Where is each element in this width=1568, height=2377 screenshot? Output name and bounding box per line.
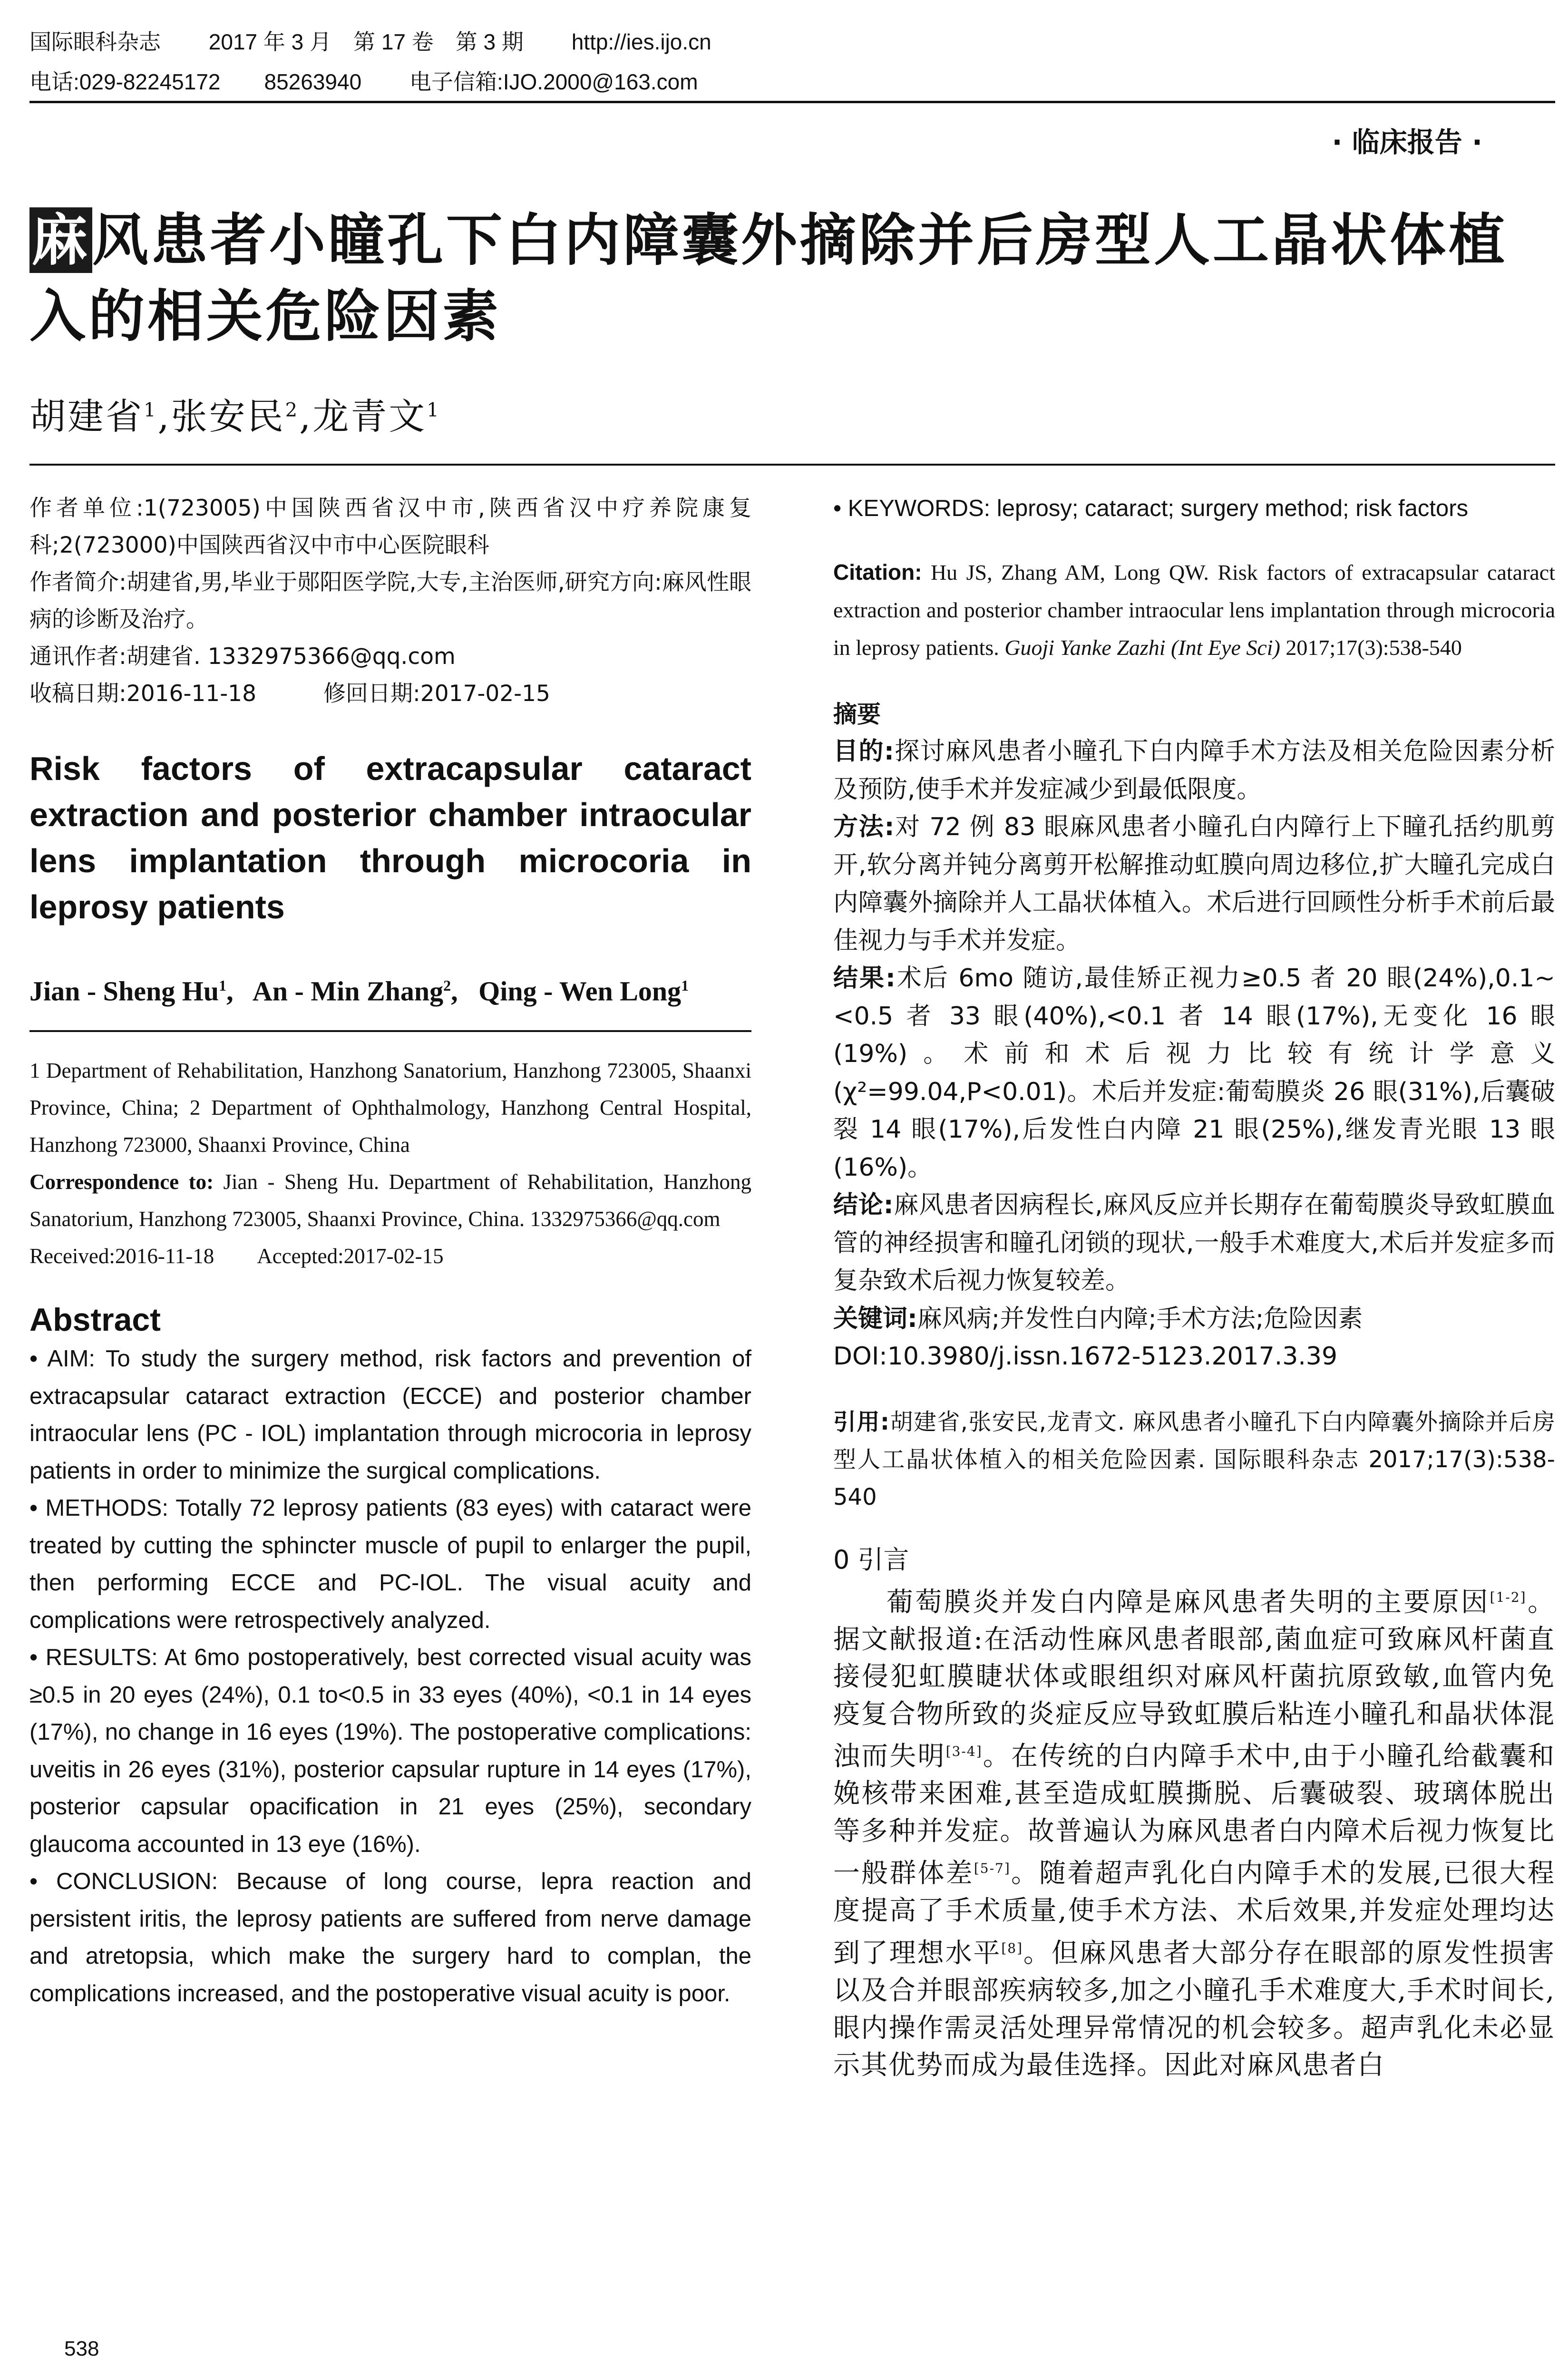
affil-rule [29,1030,751,1032]
ref-4: [8] [1001,1940,1023,1956]
cn-aim-text: 探讨麻风患者小瞳孔下白内障手术方法及相关危险因素分析及预防,使手术并发症减少到最低限度。 [833,737,1555,804]
doi: DOI:10.3980/j.issn.1672-5123.2017.3.39 [833,1342,1338,1371]
right-column [833,490,1555,2085]
cn-methods-text: 对 72 例 83 眼麻风患者小瞳孔白内障行上下瞳孔括约肌剪开,软分离并钝分离剪开松解推动虹膜向周边移位,扩大瞳孔完成白内障囊外摘除并人工晶状体植入。术后进行回顾性分析手术前后最佳视力与手术并发症。 [833,813,1555,955]
departments: 1 Department of Rehabilitation, Hanzhong Sanatorium, Hanzhong 723005, Shaanxi Province, China; 2 Department of Ophthalmology, Hanzhong Central Hospital, Hanzhong 723000, Shaanxi Province, China [29,1059,751,1157]
author-unit: 作者单位:1(723005)中国陕西省汉中市,陕西省汉中疗养院康复科;2(723000)中国陕西省汉中市中心医院眼科 [29,495,751,558]
cn-keywords-text: 麻风病;并发性白内障;手术方法;危险因素 [917,1304,1363,1333]
email-info: 电子信箱:IJO.2000@163.com [409,69,698,94]
left-column [29,490,751,2012]
correspondence-label: Correspondence to: [29,1170,214,1194]
journal-url: http://ies.ijo.cn [571,29,711,54]
cn-keywords [833,1300,1555,1338]
phone-info: 电话:029-82245172 85263940 [29,69,362,94]
received-dates-en: Received:2016-11-18 Accepted:2017-02-15 [29,1244,444,1268]
conclusion-text: Because of long course, lepra reaction and persistent iritis, the leprosy patients are suffered from nerve damage and atretopsia, which make the surgery hard to complan, the complications increased, and the postoperative visual acuity is poor. [29,1869,752,2007]
ref-3: [5-7] [974,1861,1011,1877]
author-3: 龙青文 [312,395,427,438]
received-dates-cn: 收稿日期:2016-11-18 修回日期:2017-02-15 [29,681,550,707]
cn-results-label: 结果: [833,964,896,993]
keywords-label: • KEYWORDS: [833,496,991,521]
citation-label: Citation: [833,560,922,585]
author-en-1-affil: 1 [219,977,227,994]
author-1: 胡建省 [29,395,144,438]
correspondence-text: Jian - Sheng Hu. Department of Rehabilitation, Hanzhong Sanatorium, Hanzhong 723005, Shaanxi Province, China. 1332975366@qq.com [29,1170,751,1231]
intro-text-2: 。据文献报道:在活动性麻风患者眼部,菌血症可致麻风杆菌直接侵犯虹膜睫状体或眼组织对麻风杆菌抗原致敏,血管内免疫复合物所致的炎症反应导致虹膜后粘连小瞳孔和晶状体混浊而失明 [833,1587,1556,1772]
intro-text-5: 。但麻风患者大部分存在眼部的原发性损害以及合并眼部疾病较多,加之小瞳孔手术难度大,手术时间长,眼内操作需灵活处理异常情况的机会较多。超声乳化未必显示其优势而成为最佳选择。因此对麻风患者白 [833,1938,1556,2081]
author-bio: 作者简介:胡建省,男,毕业于郧阳医学院,大专,主治医师,研究方向:麻风性眼病的诊断及治疗。 [29,569,751,633]
author-2: 张安民 [171,395,285,438]
title-rest: 风患者小瞳孔下白内障囊外摘除并后房型人工晶状体植入的相关危险因素 [29,207,1508,349]
citation-cn-text: 胡建省,张安民,龙青文. 麻风患者小瞳孔下白内障囊外摘除并后房型人工晶状体植入的相关危险因素. 国际眼科杂志 2017;17(3):538-540 [833,1408,1555,1510]
section-tag: · 临床报告 · [1332,126,1482,158]
cn-methods-label: 方法: [833,813,895,841]
keywords-text: leprosy; cataract; surgery method; risk factors [990,496,1469,521]
citation-journal: Guoji Yanke Zazhi (Int Eye Sci) [999,635,1280,660]
abstract-methods [29,1490,751,1639]
cn-aim [833,733,1555,809]
abstract-chinese [833,733,1555,1376]
intro-text-4: 。随着超声乳化白内障手术的发展,已很大程度提高了手术质量,使手术方法、术后效果,并发症处理均达到了理想水平 [833,1858,1555,1969]
cn-conclusion-text: 麻风患者因病程长,麻风反应并长期存在葡萄膜炎导致虹膜血管的神经损害和瞳孔闭锁的现状,一般手术难度大,术后并发症多而复杂致术后视力恢复较差。 [833,1191,1556,1295]
cn-methods [833,809,1555,960]
title-english: Risk factors of extracapsular cataract extraction and posterior chamber intraocular lens implantation through microcoria in leprosy patients [29,750,751,925]
author-3-affil: 1 [427,399,441,421]
intro-body [833,1579,1555,2085]
journal-name: 国际眼科杂志 [29,29,161,54]
author-en-2: An - Min Zhang [252,975,444,1007]
cn-conclusion-label: 结论: [833,1191,894,1219]
cn-aim-label: 目的: [833,737,894,766]
cn-results [833,960,1555,1187]
cn-conclusion [833,1187,1555,1300]
authors-chinese [29,388,441,439]
ref-1: [1-2] [1490,1589,1527,1605]
author-sep: , [299,395,313,438]
header-rule [29,101,1555,103]
issue-info: 2017 年 3 月 第 17 卷 第 3 期 [208,29,524,54]
intro-text-3: 。在传统的白内障手术中,由于小瞳孔给截囊和娩核带来困难,甚至造成虹膜撕脱、后囊破裂、玻璃体脱出等多种并发症。故普遍认为麻风患者白内障术后视力恢复比一般群体差 [833,1741,1555,1889]
author-en-1: Jian - Sheng Hu [29,975,219,1007]
title-first-char: 麻 [29,207,92,273]
intro-heading: 0 引言 [833,1544,909,1575]
author-en-3-affil: 1 [681,977,689,994]
cn-results-text: 术后 6mo 随访,最佳矫正视力≥0.5 者 20 眼(24%),0.1~<0.5 者 33 眼(40%),<0.1 者 14 眼(17%),无变化 16 眼(19%)。术前和术后视力比较有统计学意义(χ²=99.04,P<0.01)。术后并发症:葡萄膜炎 26 眼(31%),后囊破裂 14 眼(17%),后发性白内障 21 眼(25%),继发青光眼 13 眼(16%)。 [833,964,1555,1182]
author-en-2-affil: 2 [443,977,451,994]
authors-english: Jian - Sheng Hu$^1$, An - Min Zhang$^2$, Qing - Wen Long$^1$ [29,975,689,1007]
correspondence [29,1163,751,1237]
results-text: At 6mo postoperatively, best corrected visual acuity was ≥0.5 in 20 eyes (24%), 0.1 to<0.5 in 33 eyes (40%), <0.1 in 14 eyes (17%), no change in 16 eyes (19%). The postoperative complications: uveitis in 26 eyes (31%), posterior capsular rupture in 14 eyes (17%), posterior capsular opacification in 21 eyes (25%), secondary glaucoma accounted in 13 eye (16%). [29,1645,751,1857]
methods-text: Totally 72 leprosy patients (83 eyes) with cataract were treated by cutting the sphincter muscle of pupil to enlarger the pupil, then performing ECCE and PC-IOL. The visual acuity and complications were retrospectively analyzed. [29,1495,751,1633]
running-header-line1 [29,25,753,56]
citation-cn-label: 引用: [833,1408,890,1435]
conclusion-label: • CONCLUSION: [29,1869,218,1895]
results-label: • RESULTS: [29,1645,158,1671]
citation-english [833,554,1555,666]
running-header-line2 [29,65,740,96]
author-1-affil: 1 [144,399,158,421]
aim-label: • AIM: [29,1346,96,1372]
citation-text: Hu JS, Zhang AM, Long QW. Risk factors of extracapsular cataract extraction and posterior chamber intraocular lens implantation through microcoria in leprosy patients. [833,560,1555,660]
author-2-affil: 2 [285,399,300,421]
abstract-cn-heading: 摘要 [833,701,881,728]
keywords-english [833,490,1555,527]
title-rule [29,464,1555,466]
title-chinese [29,202,1551,354]
abstract-results [29,1639,751,1863]
corresponding-author: 通讯作者:胡建省. 1332975366@qq.com [29,643,456,670]
citation-tail: 2017;17(3):538-540 [1280,635,1462,660]
methods-label: • METHODS: [29,1495,168,1521]
citation-chinese [833,1403,1555,1516]
author-en-3: Qing - Wen Long [478,975,682,1007]
ref-2: [3-4] [945,1744,983,1760]
author-sep: , [157,395,171,438]
affiliations-english [29,1052,751,1275]
author-info-chinese [29,490,751,712]
page-number: 538 [64,2337,99,2360]
abstract-conclusion [29,1863,751,2012]
cn-keywords-label: 关键词: [833,1304,917,1333]
intro-paragraph [833,1579,1555,2085]
abstract-english [29,1340,751,2012]
abstract-heading: Abstract [29,1302,161,1338]
intro-text-1: 葡萄膜炎并发白内障是麻风患者失明的主要原因 [886,1587,1490,1618]
abstract-aim [29,1340,751,1490]
aim-text: To study the surgery method, risk factors and prevention of extracapsular cataract extraction (ECCE) and posterior chamber intraocular lens (PC - IOL) implantation through microcoria in leprosy patients in order to minimize the surgical complications. [29,1346,752,1484]
